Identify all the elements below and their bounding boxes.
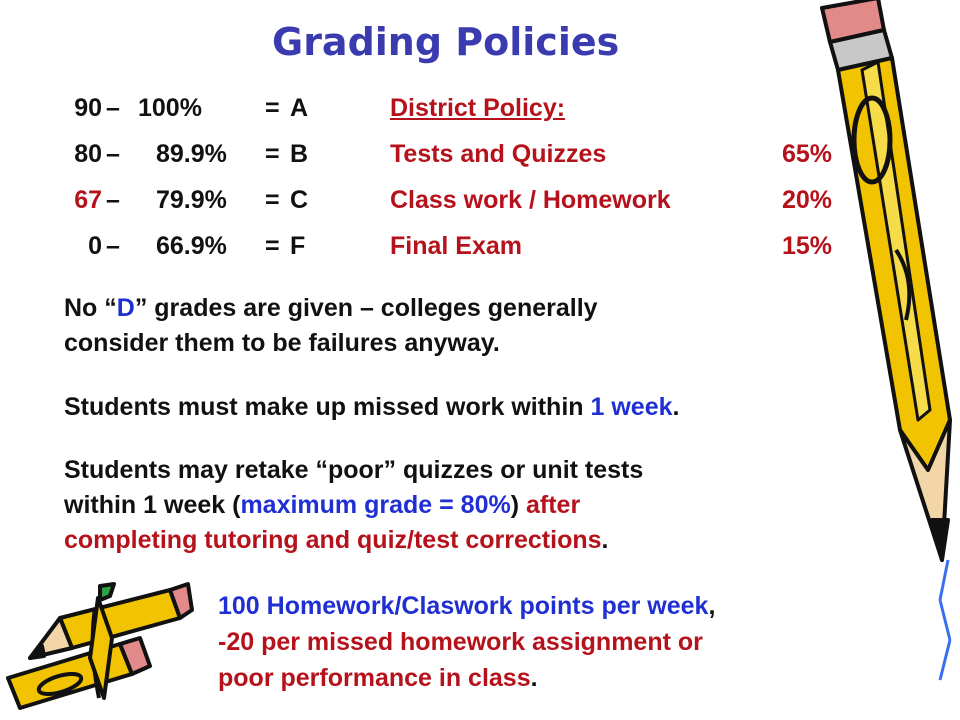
text: 100 Homework/Claswork points per week [218, 592, 709, 620]
week-highlight: 1 week [590, 393, 673, 421]
grade-low: 80 [74, 140, 102, 168]
grade-high: 100% [138, 94, 202, 122]
text: ) [510, 491, 526, 519]
district-policy-heading: District Policy: [390, 94, 566, 122]
text: ” grades are given – colleges generally [134, 294, 598, 322]
text: completing tutoring and quiz/test corrections [64, 526, 602, 554]
grade-low: 67 [74, 186, 102, 214]
d-letter: D [116, 294, 135, 322]
policy-label: Final Exam [390, 232, 522, 260]
grade-eq: = [265, 94, 280, 122]
text: , [708, 592, 716, 620]
grade-letter: F [290, 232, 306, 260]
grade-dash: – [106, 94, 120, 122]
policy-value: 20% [782, 186, 833, 214]
grade-high: 79.9% [156, 186, 227, 214]
text: within 1 week ( [64, 491, 241, 519]
grade-low: 0 [88, 232, 102, 260]
grade-letter: B [290, 140, 309, 168]
grade-high: 89.9% [156, 140, 227, 168]
text: Students must make up missed work within [64, 393, 591, 421]
grade-eq: = [265, 140, 280, 168]
grade-letter: C [290, 186, 309, 214]
text: . [601, 526, 609, 554]
pencils-icon [0, 578, 195, 713]
grade-dash: – [106, 140, 120, 168]
grade-dash: – [106, 232, 120, 260]
homework-paragraph [218, 588, 715, 696]
text: . [530, 664, 538, 692]
grade-eq: = [265, 232, 280, 260]
text: after [525, 491, 581, 519]
page-title: Grading Policies [272, 20, 620, 64]
policy-label: Tests and Quizzes [390, 140, 607, 168]
policy-label: Class work / Homework [390, 186, 671, 214]
max-grade-highlight: maximum grade = 80% [240, 491, 511, 519]
pencil-icon [800, 0, 960, 690]
text: No “ [64, 294, 117, 322]
grade-letter: A [290, 94, 309, 122]
policy-value: 65% [782, 140, 833, 168]
grade-high: 66.9% [156, 232, 227, 260]
text: . [672, 393, 680, 421]
text: Students may retake “poor” quizzes or unit tests [64, 456, 644, 484]
text: poor performance in class [218, 664, 531, 692]
retake-paragraph [64, 453, 643, 558]
text: consider them to be failures anyway. [64, 329, 500, 357]
grade-dash: – [106, 186, 120, 214]
no-d-paragraph [64, 291, 598, 361]
policy-value: 15% [782, 232, 833, 260]
grade-low: 90 [74, 94, 102, 122]
makeup-paragraph [64, 390, 679, 425]
grade-eq: = [265, 186, 280, 214]
text: -20 per missed homework assignment or [218, 628, 703, 656]
